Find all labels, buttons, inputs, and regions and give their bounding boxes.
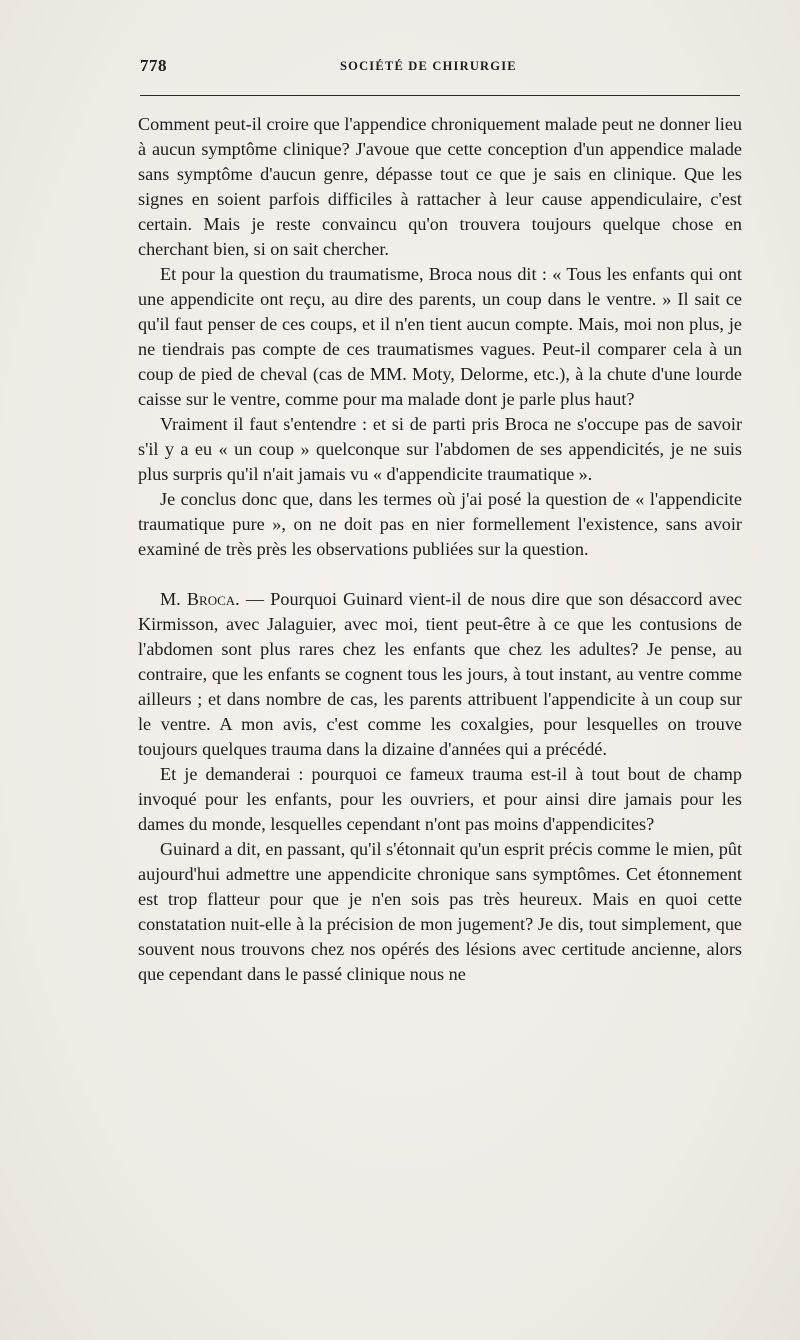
paragraph: Comment peut-il croire que l'appendice chroniquement malade peut ne donner lieu à aucun symptôme clinique? J'avoue que cette conception d'un appendice malade sans symptôme d'aucun genre, dépasse tout ce que je sais en clinique. Que les signes en soient parfois difficiles à rattacher à leur cause appendiculaire, c'est certain. Mais je reste convaincu qu'on trouvera toujours quelque chose en cherchant bien, si on sait chercher.	[138, 114, 742, 259]
speaker-name: M. Broca.	[160, 589, 240, 609]
page-header	[140, 56, 740, 82]
paragraph: Et je demanderai : pourquoi ce fameux trauma est-il à tout bout de champ invoqué pour les enfants, pour les ouvriers, et pour ainsi dire jamais pour les dames du monde, lesquelles cependant n'ont pas moins d'appendicites?	[138, 764, 742, 834]
paragraph: Je conclus donc que, dans les termes où j'ai posé la question de « l'appendicite traumatique pure », on ne doit pas en nier formellement l'existence, sans avoir examiné de très près les observations publiées sur la question.	[138, 489, 742, 559]
paragraph: Et pour la question du traumatisme, Broca nous dit : « Tous les enfants qui ont une appendicite ont reçu, au dire des parents, un coup dans le ventre. » Il sait ce qu'il faut penser de ces coups, et il n'en tient aucun compte. Mais, moi non plus, je ne tiendrais pas compte de ces traumatismes vagues. Peut-il comparer cela à un coup de pied de cheval (cas de MM. Moty, Delorme, etc.), à la chute d'une lourde caisse sur le ventre, comme pour ma malade dont je parle plus haut?	[138, 264, 742, 409]
speaker-paragraph	[138, 587, 742, 762]
paragraph: Vraiment il faut s'entendre : et si de parti pris Broca ne s'occupe pas de savoir s'il y a eu « un coup » quelconque sur l'abdomen de ses appendicités, je ne suis plus surpris qu'il n'ait jamais vu « d'appendicite traumatique ».	[138, 414, 742, 484]
speaker-paragraph-text: — Pourquoi Guinard vient-il de nous dire que son désaccord avec Kirmisson, avec Jalaguier, avec moi, tient peut-être à ce que les contusions de l'abdomen sont plus rares chez les enfants que chez les adultes? Je pense, au contraire, que les enfants se cognent tous les jours, à tout instant, au ventre comme ailleurs ; et dans nombre de cas, les parents attribuent l'appendicite à un coup sur le ventre. A mon avis, c'est comme les coxalgies, pour lesquelles on trouve toujours quelques trauma dans la dizaine d'années qui a précédé.	[138, 589, 743, 759]
body-text	[138, 112, 742, 987]
paragraph: Guinard a dit, en passant, qu'il s'étonnait qu'un esprit précis comme le mien, pût aujourd'hui admettre une appendicite chronique sans symptômes. Cet étonnement est trop flatteur pour que je n'en sois pas très heureux. Mais en quoi cette constatation nuit-elle à la précision de mon jugement? Je dis, tout simplement, que souvent nous trouvons chez nos opérés des lésions avec certitude ancienne, alors que cependant dans le passé clinique nous ne	[138, 839, 742, 984]
page-number: 778	[140, 56, 167, 75]
header-rule	[140, 95, 740, 96]
running-title: SOCIÉTÉ DE CHIRURGIE	[340, 59, 517, 73]
